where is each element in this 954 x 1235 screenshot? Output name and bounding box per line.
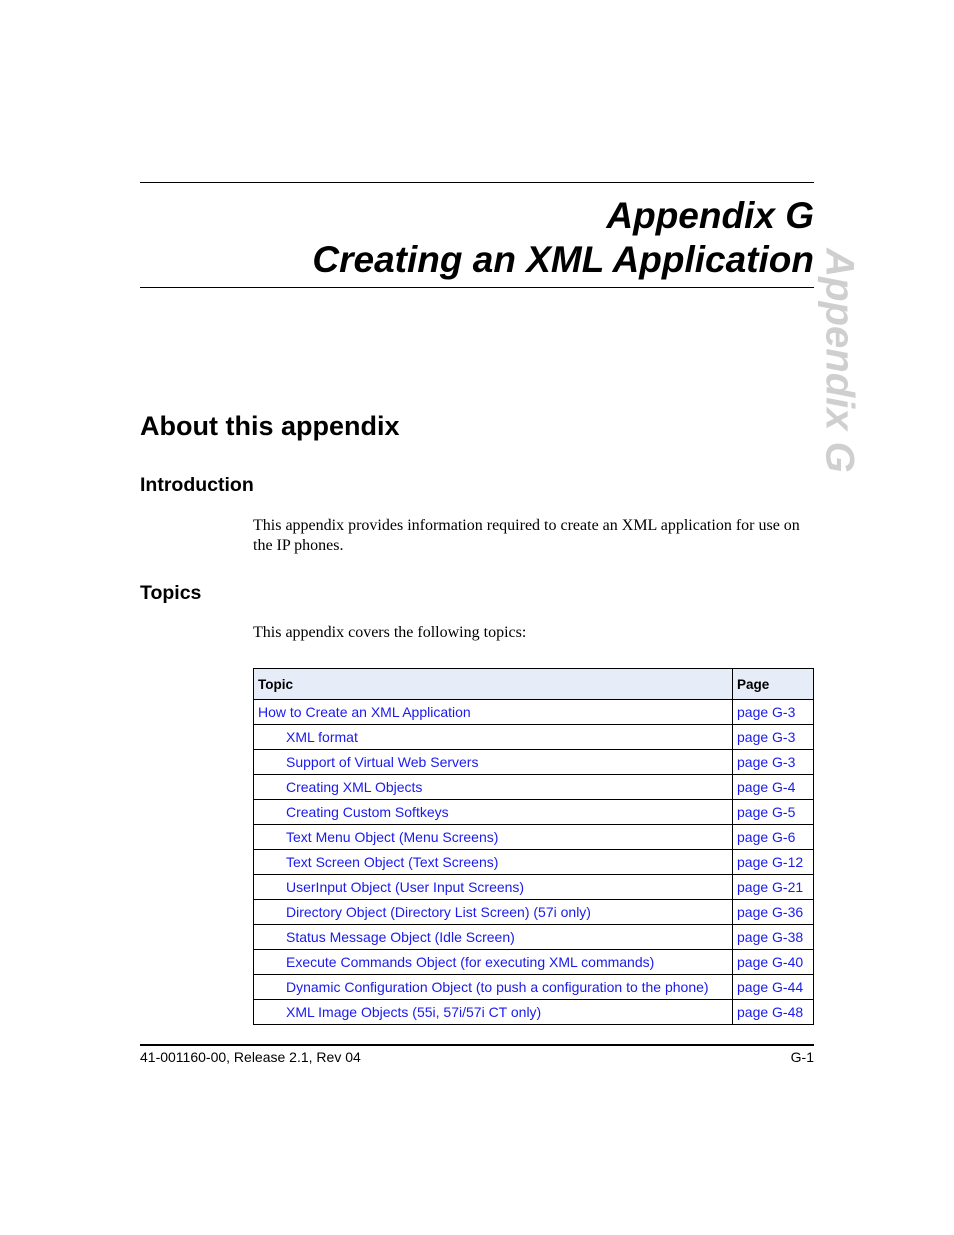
- page-cell: [733, 750, 814, 775]
- table-row: [254, 1000, 814, 1025]
- topic-link[interactable]: XML Image Objects (55i, 57i/57i CT only): [286, 1004, 542, 1020]
- chapter-title-line2: Creating an XML Application: [312, 239, 814, 280]
- footer-rule: [140, 1044, 814, 1046]
- topic-link[interactable]: Text Screen Object (Text Screens): [286, 854, 499, 870]
- topic-cell: [254, 775, 733, 800]
- topic-cell: [254, 900, 733, 925]
- page-cell: [733, 1000, 814, 1025]
- table-row: [254, 850, 814, 875]
- page-column-header: Page: [733, 669, 814, 700]
- table-row: [254, 750, 814, 775]
- table-row: [254, 900, 814, 925]
- topic-cell: [254, 750, 733, 775]
- topic-cell: [254, 975, 733, 1000]
- topic-link[interactable]: Execute Commands Object (for executing XML commands): [286, 954, 655, 970]
- topic-link[interactable]: Status Message Object (Idle Screen): [286, 929, 515, 945]
- page-cell: [733, 975, 814, 1000]
- title-top-rule: [140, 182, 814, 183]
- page-link[interactable]: page G-3: [737, 729, 796, 745]
- topic-cell: [254, 725, 733, 750]
- page-link[interactable]: page G-3: [737, 754, 796, 770]
- topic-cell: [254, 950, 733, 975]
- topics-table-header-row: [254, 669, 814, 700]
- page-link[interactable]: page G-12: [737, 854, 804, 870]
- topic-column-header: Topic: [254, 669, 733, 700]
- page-cell: [733, 800, 814, 825]
- page-link[interactable]: page G-40: [737, 954, 804, 970]
- topic-link[interactable]: Text Menu Object (Menu Screens): [286, 829, 499, 845]
- table-row: [254, 800, 814, 825]
- topic-link[interactable]: Creating Custom Softkeys: [286, 804, 449, 820]
- table-row: [254, 950, 814, 975]
- page-link[interactable]: page G-6: [737, 829, 796, 845]
- topic-link[interactable]: UserInput Object (User Input Screens): [286, 879, 525, 895]
- page-link[interactable]: page G-38: [737, 929, 804, 945]
- side-tab-label: Appendix G: [817, 248, 862, 473]
- topic-link[interactable]: Support of Virtual Web Servers: [286, 754, 479, 770]
- topic-cell: [254, 1000, 733, 1025]
- footer-document-id: 41-001160-00, Release 2.1, Rev 04: [140, 1049, 361, 1065]
- table-row: [254, 825, 814, 850]
- topic-link[interactable]: Dynamic Configuration Object (to push a configuration to the phone): [286, 979, 709, 995]
- topic-cell: [254, 700, 733, 725]
- chapter-title-line1: Appendix G: [606, 195, 814, 236]
- topics-table-body: [254, 700, 814, 1025]
- topic-link[interactable]: Directory Object (Directory List Screen) (57i only): [286, 904, 591, 920]
- page-link[interactable]: page G-4: [737, 779, 796, 795]
- table-row: [254, 975, 814, 1000]
- table-row: [254, 925, 814, 950]
- page-cell: [733, 900, 814, 925]
- page-link[interactable]: page G-48: [737, 1004, 804, 1020]
- topic-link[interactable]: Creating XML Objects: [286, 779, 423, 795]
- page-link[interactable]: page G-3: [737, 704, 796, 720]
- side-tab: [815, 248, 863, 473]
- topic-link[interactable]: How to Create an XML Application: [258, 704, 471, 720]
- topic-cell: [254, 875, 733, 900]
- page-cell: [733, 925, 814, 950]
- topic-cell: [254, 825, 733, 850]
- footer-page-number: G-1: [790, 1049, 814, 1065]
- page-cell: [733, 775, 814, 800]
- page-link[interactable]: page G-36: [737, 904, 804, 920]
- introduction-heading: Introduction: [140, 474, 254, 496]
- page-cell: [733, 825, 814, 850]
- page-link[interactable]: page G-44: [737, 979, 804, 995]
- topics-text: This appendix covers the following topics:: [253, 624, 527, 641]
- topics-heading: Topics: [140, 582, 202, 604]
- topic-cell: [254, 925, 733, 950]
- page-link[interactable]: page G-5: [737, 804, 796, 820]
- page-cell: [733, 950, 814, 975]
- page-cell: [733, 850, 814, 875]
- topic-cell: [254, 800, 733, 825]
- page-cell: [733, 875, 814, 900]
- title-bottom-rule: [140, 287, 814, 288]
- topics-table: [253, 668, 814, 1025]
- topic-link[interactable]: XML format: [286, 729, 358, 745]
- page-cell: [733, 700, 814, 725]
- table-row: [254, 725, 814, 750]
- about-heading: About this appendix: [140, 411, 400, 441]
- table-row: [254, 700, 814, 725]
- topic-cell: [254, 850, 733, 875]
- page-link[interactable]: page G-21: [737, 879, 804, 895]
- table-row: [254, 775, 814, 800]
- page-cell: [733, 725, 814, 750]
- table-row: [254, 875, 814, 900]
- introduction-text: This appendix provides information required to create an XML application for use on the IP phones.: [253, 517, 800, 554]
